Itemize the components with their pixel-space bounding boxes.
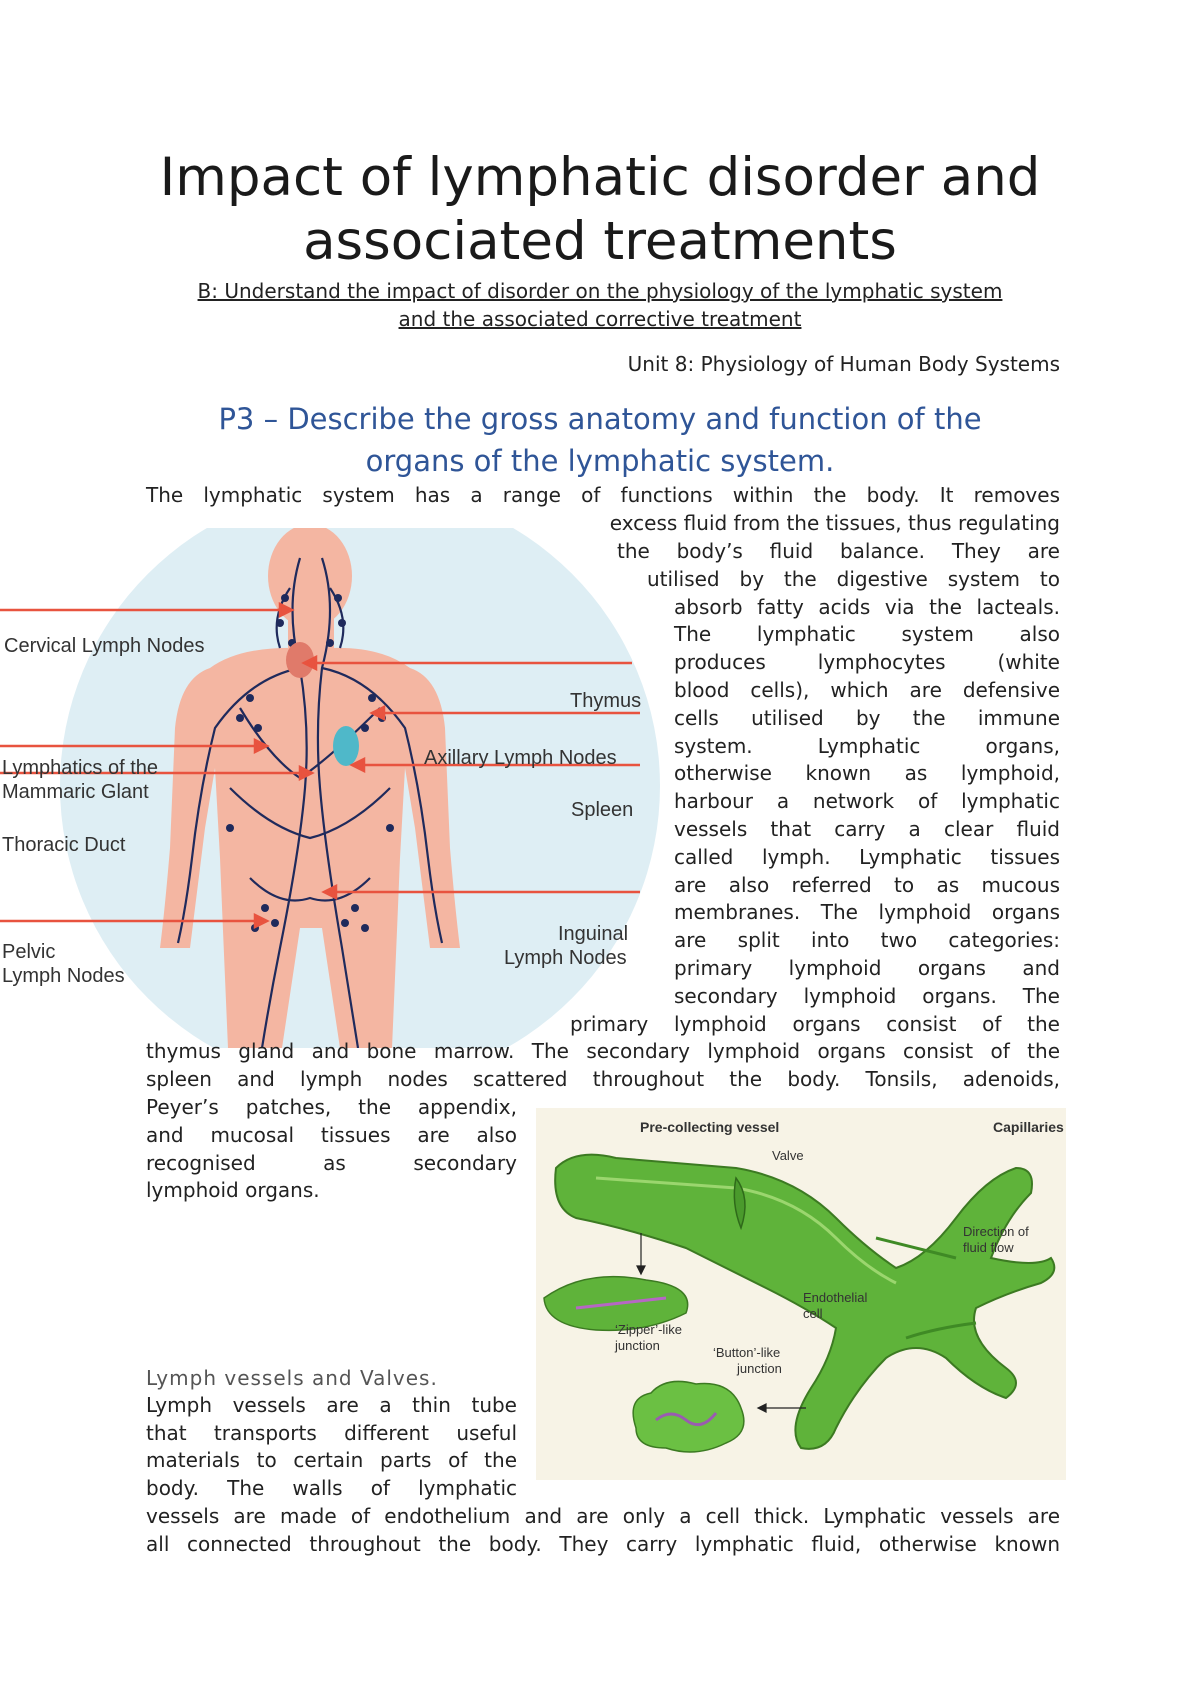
label-inguinal-2: Lymph Nodes (504, 947, 627, 969)
section-heading (0, 398, 1200, 482)
para1-line: cells utilised by the immune (674, 706, 1060, 730)
para2-line: Peyer’s patches, the appendix, (146, 1095, 517, 1119)
para1-line: The lymphatic system also (674, 622, 1060, 646)
para2-line: lymphoid organs. (146, 1178, 320, 1202)
label-zipper-2: junction (615, 1338, 660, 1353)
para1-line: utilised by the digestive system to (647, 567, 1060, 591)
label-direction-2: fluid flow (963, 1240, 1014, 1255)
para1-line: otherwise known as lymphoid, (674, 761, 1060, 785)
label-thoracic-duct: Thoracic Duct (2, 834, 126, 856)
para1-line: called lymph. Lymphatic tissues (674, 845, 1060, 869)
section2-line: materials to certain parts of the (146, 1448, 517, 1472)
label-capillaries: Capillaries (993, 1119, 1064, 1135)
para1-line: are split into two categories: (674, 928, 1060, 952)
para1-line: blood cells), which are defensive (674, 678, 1060, 702)
para1-line: primary lymphoid organs consist of the (570, 1012, 1060, 1036)
heading-line-1: P3 – Describe the gross anatomy and function of the (218, 402, 982, 436)
section2-line: all connected throughout the body. They carry lymphatic fluid, otherwise known (146, 1532, 1060, 1556)
label-direction-1: Direction of (963, 1224, 1029, 1239)
title-line-2: associated treatments (303, 211, 897, 272)
para1-line: primary lymphoid organs and (674, 956, 1060, 980)
label-button-2: junction (737, 1361, 782, 1376)
para1-line: the body’s fluid balance. They are (617, 539, 1060, 563)
label-lymphatics-mammary-1: Lymphatics of the (2, 757, 159, 779)
label-valve: Valve (772, 1148, 804, 1163)
para1-line: thymus gland and bone marrow. The secondary lymphoid organs consist of the (146, 1039, 1060, 1063)
subtitle-line-1: B: Understand the impact of disorder on the physiology of the lymphatic system (197, 279, 1003, 303)
document-title (0, 146, 1200, 274)
section2-line: that transports different useful (146, 1421, 517, 1445)
para1-line: spleen and lymph nodes scattered throughout the body. Tonsils, adenoids, (146, 1067, 1060, 1091)
para1-line: system. Lymphatic organs, (674, 734, 1060, 758)
para1-line: excess fluid from the tissues, thus regulating (609, 511, 1060, 535)
label-cervical-lymph-nodes: Cervical Lymph Nodes (4, 635, 205, 657)
unit-label: Unit 8: Physiology of Human Body Systems (627, 352, 1060, 376)
spleen-organ (333, 726, 359, 766)
subtitle (0, 277, 1200, 333)
para2-line: and mucosal tissues are also (146, 1123, 517, 1147)
subtitle-line-2: and the associated corrective treatment (398, 307, 802, 331)
para1-line: absorb fatty acids via the lacteals. (674, 595, 1060, 619)
label-inguinal-1: Inguinal (558, 923, 629, 945)
lymph-vessel-diagram (536, 1108, 1066, 1480)
label-button-1: ‘Button’-like (713, 1345, 781, 1360)
label-lymphatics-mammary-2: Mammaric Glant (2, 781, 149, 803)
label-zipper-1: ‘Zipper’-like (615, 1322, 682, 1337)
label-spleen: Spleen (571, 799, 634, 821)
label-endothelial-1: Endothelial (803, 1290, 868, 1305)
para1-line: membranes. The lymphoid organs (674, 900, 1060, 924)
label-pelvic-1: Pelvic (2, 941, 56, 963)
para1-line: vessels that carry a clear fluid (674, 817, 1060, 841)
para1-line: harbour a network of lymphatic (674, 789, 1060, 813)
section2-line: body. The walls of lymphatic (146, 1476, 517, 1500)
label-axillary-lymph-nodes: Axillary Lymph Nodes (424, 747, 617, 769)
para1-line: are also referred to as mucous (674, 873, 1060, 897)
para1-line: secondary lymphoid organs. The (674, 984, 1060, 1008)
title-line-1: Impact of lymphatic disorder and (159, 147, 1041, 208)
label-endothelial-2: cell (803, 1306, 823, 1321)
section2-line: Lymph vessels are a thin tube (146, 1393, 517, 1417)
subheading-lymph-vessels: Lymph vessels and Valves. (146, 1366, 438, 1390)
label-pre-collecting-vessel: Pre-collecting vessel (640, 1119, 780, 1135)
label-pelvic-2: Lymph Nodes (2, 965, 125, 987)
heading-line-2: organs of the lymphatic system. (365, 444, 835, 478)
para2-line: recognised as secondary (146, 1151, 517, 1175)
section2-line: vessels are made of endothelium and are only a cell thick. Lymphatic vessels are (146, 1504, 1060, 1528)
para1-line: produces lymphocytes (white (674, 650, 1060, 674)
label-thymus: Thymus (570, 690, 642, 712)
para1-line: The lymphatic system has a range of functions within the body. It removes (146, 483, 1060, 507)
